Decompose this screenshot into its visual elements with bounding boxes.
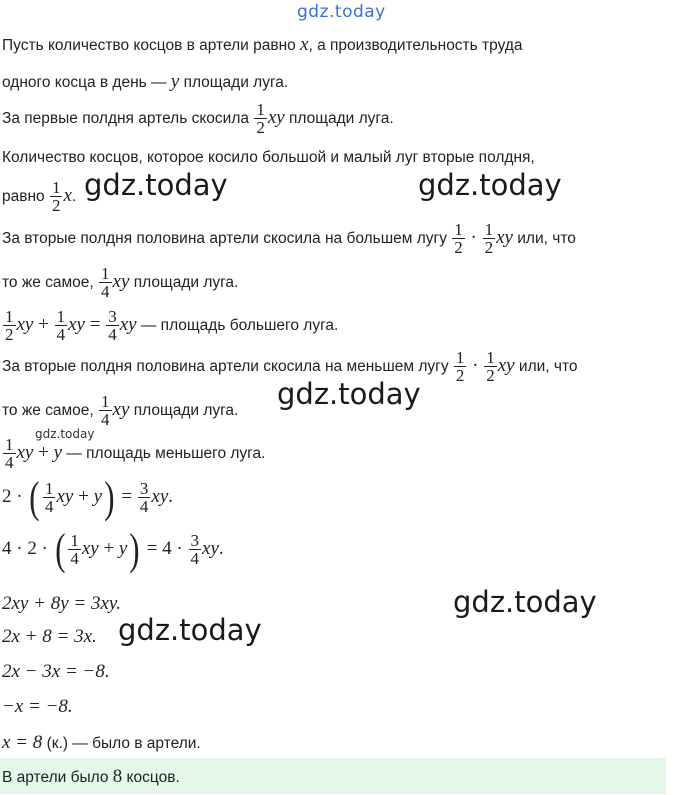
text-line-11: $\frac{1}{4}$ xy + y — площадь меньшего луга.	[5, 435, 266, 473]
text-line-3: За первые полдня артель скосила $\frac{1}{2}$ xy площади луга.	[2, 100, 394, 138]
text-segment: или, что	[514, 358, 578, 375]
text-line-7: то же самое, $\frac{1}{4}$ xy площади луга.	[2, 264, 239, 302]
text-segment: или, что	[512, 230, 576, 247]
text-segment: то же самое,	[2, 402, 99, 419]
equation-2: 4 · 2 · ( $\frac{1}{4}$ xy + y) = 4 · $\frac{3}{4}$ xy.	[2, 524, 224, 574]
text-segment: — площадь меньшего луга.	[62, 445, 266, 462]
text-segment: площади луга.	[129, 402, 239, 419]
text-segment: косцов.	[122, 769, 180, 786]
text-segment: В артели было	[2, 769, 113, 786]
text-segment: одного косца в день —	[2, 74, 171, 91]
math-expression: x = 8	[2, 732, 43, 753]
math-var: y	[170, 71, 180, 92]
answer-box	[0, 758, 666, 794]
answer-number: 8	[112, 766, 123, 787]
text-line-5: равно $\frac{1}{2}$ x.	[2, 178, 77, 216]
equation-4: 2x + 8 = 3x.	[2, 626, 97, 647]
text-segment: площади луга.	[129, 274, 239, 291]
fraction-half: $\frac{1}{2}$	[256, 100, 265, 138]
equation-1: 2 · ( $\frac{1}{4}$ xy + y) = $\frac{3}{4}$ xy.	[2, 472, 174, 522]
text-segment: равно	[2, 188, 49, 205]
watermark-small: gdz.today	[35, 427, 95, 441]
fraction-half: $\frac{1}{2}$	[51, 178, 61, 216]
text-line-1	[2, 35, 523, 56]
text-segment: (к.) — было в артели.	[42, 735, 201, 752]
text-segment: За вторые полдня половина артели скосила на меньшем лугу	[2, 358, 453, 375]
text-segment: то же самое,	[2, 274, 99, 291]
text-segment: — площадь большего луга.	[136, 317, 339, 334]
text-line-10: то же самое, $\frac{1}{4}$ xy площади луга.	[2, 392, 239, 430]
watermark-1: gdz.today	[84, 168, 228, 202]
text-segment: площади луга.	[179, 74, 289, 91]
text-line-8: $\frac{1}{2}$ xy + $\frac{1}{4}$ xy = $\frac{3}{4}$ xy — площадь большего луга.	[5, 307, 339, 345]
math-var: x	[300, 34, 309, 55]
watermark-2: gdz.today	[418, 168, 562, 202]
text-line-9: За вторые полдня половина артели скосила на меньшем лугу $\frac{1}{2}$ · $\frac{1}{2}$ xy или, что	[2, 348, 578, 386]
text-segment: Пусть количество косцов в артели равно	[2, 37, 301, 54]
text-segment: За вторые полдня половина артели скосила на большем лугу	[2, 230, 452, 247]
equation-5: 2x − 3x = −8.	[2, 661, 110, 682]
text-segment: площади луга.	[284, 110, 394, 127]
watermark-3: gdz.today	[277, 377, 421, 411]
watermark-5: gdz.today	[118, 613, 262, 647]
answer-text	[2, 766, 180, 788]
text-line-2	[2, 72, 288, 93]
equation-3: 2xy + 8y = 3xy.	[2, 593, 122, 614]
equation-6: −x = −8.	[2, 696, 73, 717]
text-line-6: За вторые полдня половина артели скосила на большем лугу $\frac{1}{2}$ · $\frac{1}{2}$ xy или, что	[2, 220, 576, 258]
watermark-4: gdz.today	[453, 585, 597, 619]
text-segment: За первые полдня артель скосила	[2, 110, 254, 127]
watermark-top: gdz.today	[297, 2, 386, 22]
equation-7	[2, 733, 201, 754]
text-segment: , а производительность труда	[308, 37, 523, 54]
text-line-4: Количество косцов, которое косило большой и малый луг вторые полдня,	[2, 149, 535, 166]
